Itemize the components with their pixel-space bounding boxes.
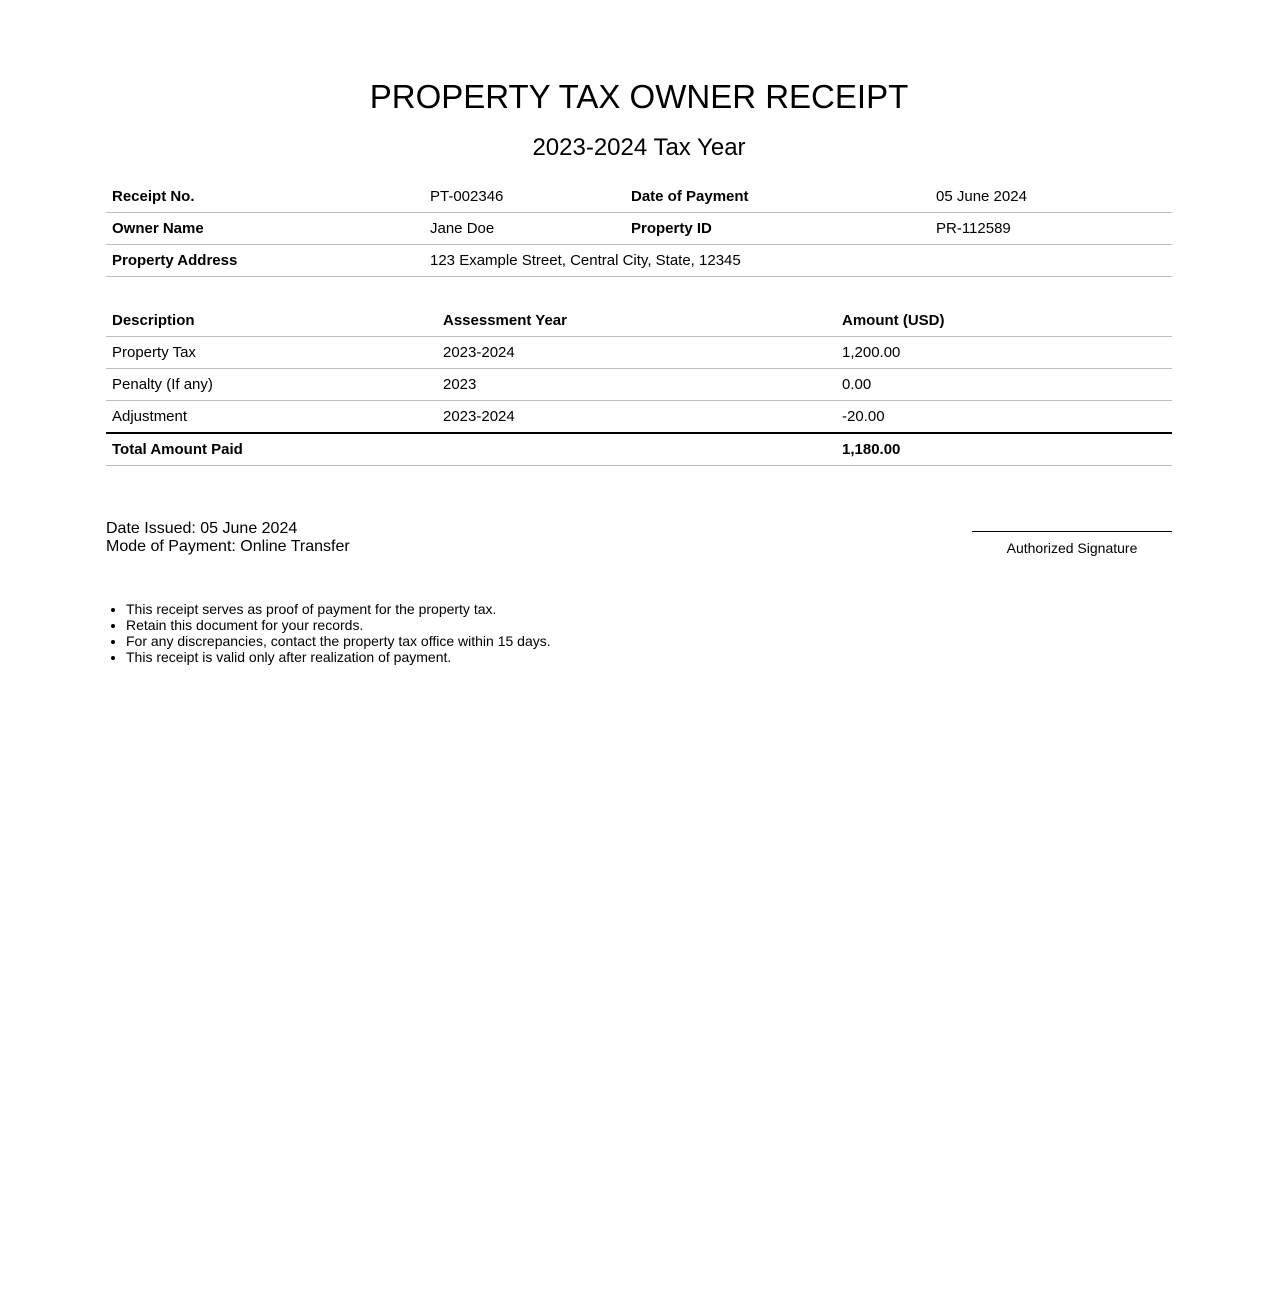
tax-year-subtitle: 2023-2024 Tax Year [532, 134, 746, 161]
date-issued: Date Issued: 05 June 2024 [106, 520, 298, 537]
notes-list [106, 601, 551, 665]
info-row-address [106, 245, 1172, 277]
info-row-receipt [106, 181, 1172, 213]
item-year: 2023-2024 [437, 337, 836, 369]
item-description: Adjustment [106, 401, 437, 434]
mode-of-payment: Mode of Payment: Online Transfer [106, 538, 350, 555]
header-amount: Amount (USD) [836, 305, 1172, 337]
table-row [106, 369, 1172, 401]
property-id-value: PR-112589 [930, 213, 1172, 245]
total-label: Total Amount Paid [106, 433, 437, 466]
total-spacer [437, 433, 836, 466]
item-description: Property Tax [106, 337, 437, 369]
item-year: 2023 [437, 369, 836, 401]
item-amount: 0.00 [836, 369, 1172, 401]
authorized-signature: Authorized Signature [972, 531, 1172, 556]
payment-items-table [106, 305, 1172, 466]
list-item: • For any discrepancies, contact the property tax office within 15 days. [126, 633, 551, 649]
owner-name-label: Owner Name [106, 213, 424, 245]
item-amount: -20.00 [836, 401, 1172, 434]
header-description: Description [106, 305, 437, 337]
property-id-label: Property ID [625, 213, 930, 245]
issue-details [106, 520, 350, 556]
table-row [106, 337, 1172, 369]
date-of-payment-value: 05 June 2024 [930, 181, 1172, 213]
receipt-info-table [106, 181, 1172, 277]
receipt-title: PROPERTY TAX OWNER RECEIPT [369, 78, 909, 115]
table-row [106, 401, 1172, 434]
item-year: 2023-2024 [437, 401, 836, 434]
header-assessment-year: Assessment Year [437, 305, 836, 337]
list-item: • This receipt serves as proof of payment for the property tax. [126, 601, 551, 617]
owner-name-value: Jane Doe [424, 213, 625, 245]
item-amount: 1,200.00 [836, 337, 1172, 369]
list-item: • Retain this document for your records. [126, 617, 551, 633]
date-of-payment-label: Date of Payment [625, 181, 930, 213]
receipt-no-label: Receipt No. [106, 181, 424, 213]
list-item: • This receipt is valid only after realization of payment. [126, 649, 551, 665]
total-value: 1,180.00 [836, 433, 1172, 466]
items-header-row [106, 305, 1172, 337]
item-description: Penalty (If any) [106, 369, 437, 401]
property-address-label: Property Address [106, 245, 424, 277]
property-address-value: 123 Example Street, Central City, State, 12345 [424, 245, 1172, 277]
info-row-owner [106, 213, 1172, 245]
receipt-no-value: PT-002346 [424, 181, 625, 213]
total-row [106, 433, 1172, 466]
